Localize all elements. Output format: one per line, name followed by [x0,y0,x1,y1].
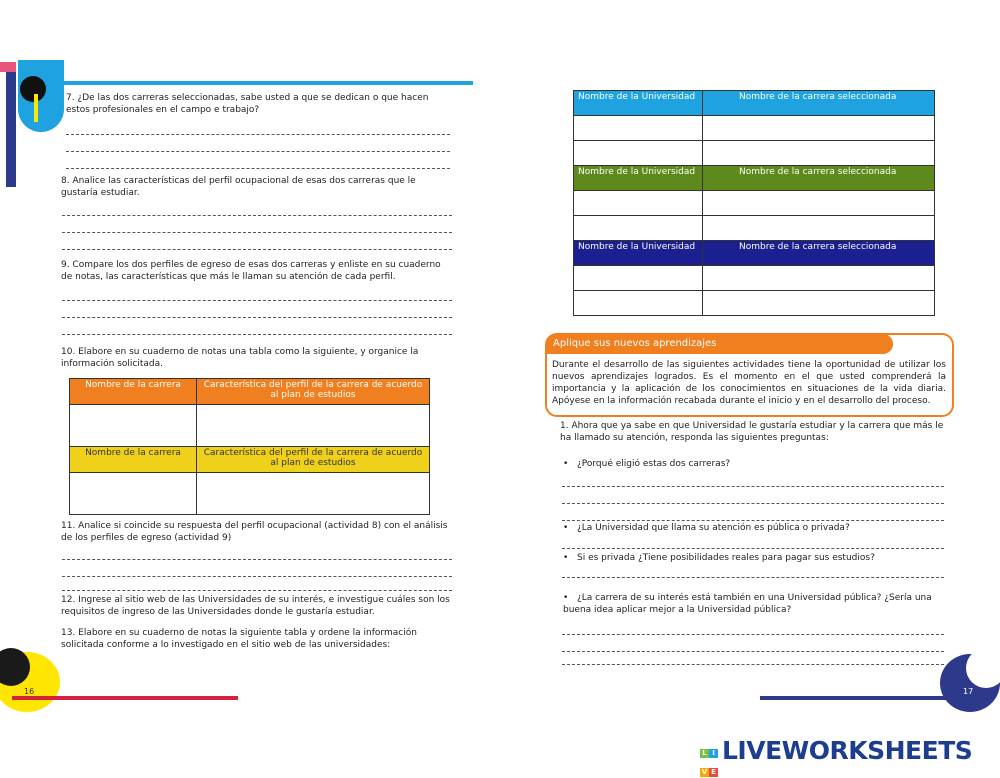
bullet-dot: • [563,523,569,533]
career-table-col1: Nombre de la carrera [70,447,197,473]
answer-line[interactable] [62,233,452,250]
answer-line[interactable] [62,577,452,591]
univ-cell[interactable] [703,216,935,241]
univ-cell[interactable] [703,266,935,291]
univ-table-col1: Nombre de la Universidad [574,91,703,116]
answer-lines-q7[interactable] [66,118,450,169]
page-number-left: 16 [24,687,35,696]
answer-line[interactable] [66,118,450,135]
deco-top-blue-line [64,81,473,85]
answer-lines-q9[interactable] [62,284,452,335]
univ-cell[interactable] [574,191,703,216]
univ-table-col1: Nombre de la Universidad [574,241,703,266]
answer-line[interactable] [562,635,944,652]
deco-pink-bar [0,62,16,72]
deco-moon-cutout [966,648,1000,688]
answer-line[interactable] [62,284,452,301]
question-8: 8. Analice las características del perfil ocupacional de esas dos carreras que le gustaría estudiar. [61,176,416,198]
question-7: 7. ¿De las dos carreras seleccionadas, sabe usted a que se dedican o que hacen estos profesionales en el campo e trabajo? [66,93,429,115]
deco-black-circle [20,76,46,102]
question-9: 9. Compare los dos perfiles de egreso de esas dos carreras y enliste en su cuaderno de notas, las características que más le llaman su atención de cada perfil. [61,260,441,282]
univ-cell[interactable] [703,141,935,166]
career-cell[interactable] [197,405,430,447]
career-table-col2: Característica del perfil de la carrera de acuerdo al plan de estudios [197,447,430,473]
answer-lines-q11[interactable] [62,543,452,591]
answer-line[interactable] [62,301,452,318]
bullet-3 [563,552,943,564]
answer-line[interactable] [562,652,944,665]
logo-letter: L [700,749,709,758]
answer-line[interactable] [62,560,452,577]
univ-cell[interactable] [574,266,703,291]
item-1: 1. Ahora que ya sabe en que Universidad le gustaría estudiar y la carrera que más le ha llamado su atención, responda las siguientes preguntas: [560,421,944,443]
bullet-2 [563,522,943,534]
univ-cell[interactable] [703,291,935,316]
answer-line[interactable] [62,216,452,233]
answer-line[interactable] [562,470,944,487]
bullet-1 [563,458,943,470]
career-table-col2: Característica del perfil de la carrera de acuerdo al plan de estudios [197,379,430,405]
bullet-text: ¿Porqué eligió estas dos carreras? [577,459,731,469]
answer-lines-q8[interactable] [62,199,452,250]
answer-line[interactable] [62,543,452,560]
answer-line[interactable] [562,564,944,578]
univ-cell[interactable] [703,191,935,216]
univ-cell[interactable] [574,216,703,241]
bullet-text: ¿La carrera de su interés está también en una Universidad pública? ¿Sería una buena idea aplicar mejor a la Universidad pública? [563,593,932,615]
answer-line[interactable] [562,487,944,504]
univ-table-col2: Nombre de la carrera seleccionada [703,91,935,116]
liveworksheets-logo-icon [700,740,720,778]
answer-line[interactable] [62,318,452,335]
univ-table-col1: Nombre de la Universidad [574,166,703,191]
deco-navy-vbar [6,72,16,187]
answer-line[interactable] [66,152,450,169]
deco-yellow-vbar [34,94,38,122]
apply-box-title: Aplique sus nuevos aprendizajes [546,334,893,354]
univ-table-col2: Nombre de la carrera seleccionada [703,166,935,191]
page-number-right: 17 [963,687,974,696]
question-13: 13. Elabore en su cuaderno de notas la siguiente tabla y ordene la información solicitada conforme a lo investigado en el sitio web de las universidades: [61,628,417,650]
bullet-dot: • [563,553,569,563]
answer-lines-b2[interactable] [562,534,944,549]
univ-cell[interactable] [703,116,935,141]
bullet-text: ¿La Universidad que llama su atención es pública o privada? [577,523,850,533]
deco-bottom-navy-line [760,696,955,700]
answer-line[interactable] [62,199,452,216]
question-11: 11. Analice si coincide su respuesta del perfil ocupacional (actividad 8) con el análisis de los perfiles de egreso (actividad 9) [61,521,448,543]
univ-cell[interactable] [574,141,703,166]
career-table-col1: Nombre de la carrera [70,379,197,405]
career-cell[interactable] [197,473,430,515]
question-10: 10. Elabore en su cuaderno de notas una tabla como la siguiente, y organice la información solicitada. [61,347,419,369]
bullet-dot: • [563,459,569,469]
logo-letter: I [709,749,718,758]
bullet-dot: • [563,593,569,603]
answer-line[interactable] [562,534,944,549]
logo-letter: E [709,768,718,777]
answer-line[interactable] [562,504,944,521]
answer-line[interactable] [66,135,450,152]
university-table [573,90,935,316]
answer-lines-b1[interactable] [562,470,944,521]
career-cell[interactable] [70,473,197,515]
liveworksheets-logo-text: LIVEWORKSHEETS [722,736,973,765]
career-table [69,378,430,515]
bullet-4 [563,592,955,616]
univ-table-col2: Nombre de la carrera seleccionada [703,241,935,266]
answer-line[interactable] [562,618,944,635]
univ-cell[interactable] [574,116,703,141]
question-12: 12. Ingrese al sitio web de las Universidades de su interés, e investigue cuáles son los requisitos de ingreso de las Universidades donde le gustaría estudiar. [61,595,450,617]
answer-lines-b4[interactable] [562,618,944,665]
answer-lines-b3[interactable] [562,564,944,578]
career-cell[interactable] [70,405,197,447]
bullet-text: Si es privada ¿Tiene posibilidades reales para pagar sus estudios? [577,553,875,563]
apply-box-body: Durante el desarrollo de las siguientes actividades tiene la oportunidad de utilizar los nuevos aprendizajes logrados. Es el momento en el que usted comprenderá la importancia y la aplicación de los conocimientos en situaciones de la vida diaria. Apóyese en la información recabada durante el inicio y en el desarrollo del proceso. [552,360,946,406]
logo-letter: V [701,768,708,776]
univ-cell[interactable] [574,291,703,316]
deco-bottom-red-line [12,696,238,700]
